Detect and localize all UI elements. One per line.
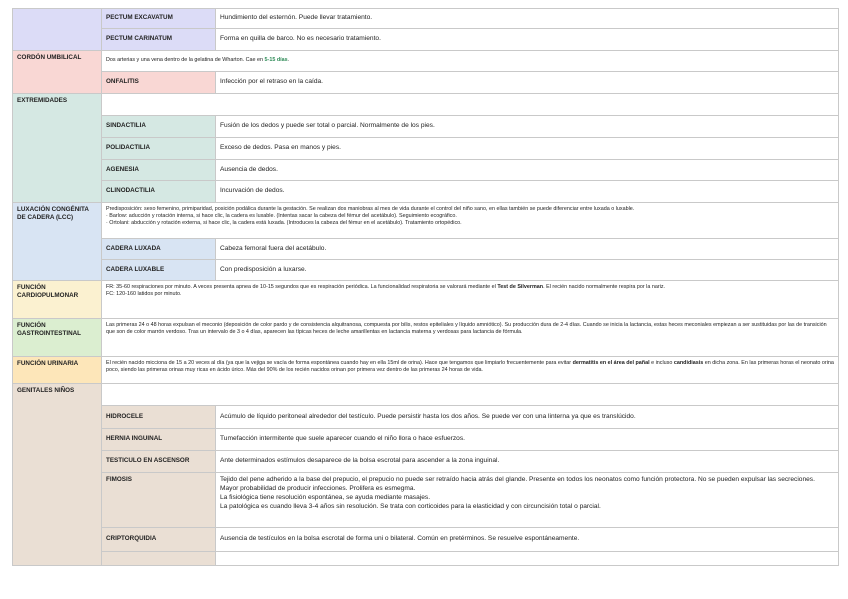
- term-fimosis: FIMOSIS: [102, 473, 216, 528]
- desc-polidactilia: Exceso de dedos. Pasa en manos y pies.: [216, 138, 839, 160]
- desc-onfalitis: Infección por el retraso en la caída.: [216, 72, 839, 94]
- section-cell-torax: [13, 9, 102, 51]
- urinaria-text-c: en dicha zona. En las primeras horas el neonato orina poco, siendo las primeras orinas muy ricas en ácido úrico. Más del 90% de los recién nacidos orinan por primera vez dentro de las primeras 24 horas de vida.: [106, 360, 834, 374]
- cordon-description: [102, 51, 839, 72]
- table-row: [13, 29, 839, 51]
- table-row: [13, 552, 839, 566]
- table-row: [13, 116, 839, 138]
- term-agenesia: AGENESIA: [102, 160, 216, 181]
- section-genitales: GENITALES NIÑOS: [13, 384, 102, 566]
- cardio-description: [102, 281, 839, 319]
- cardio-text-before: FR: 35-60 respiraciones por minuto. A veces presenta apnea de 10-15 segundos que es respiración periódica. La funcionalidad respiratoria se valorará mediante el: [106, 284, 498, 290]
- desc-hidrocele: Acúmulo de líquido peritoneal alrededor del testículo. Puede persistir hasta los dos años. Se puede ver con una linterna ya que es translúcido.: [216, 406, 839, 429]
- desc-criptorquidia: Ausencia de testículos en la bolsa escrotal de forma uni o bilateral. Común en pretérminos. Se resuelve espontáneamente.: [216, 528, 839, 552]
- table-row: [13, 528, 839, 552]
- table-row: [13, 51, 839, 72]
- table-row: [13, 260, 839, 281]
- urinaria-text-a: El recién nacido micciona de 15 a 20 veces al día (ya que la vejiga se vacía de forma espontánea cuando hay en ella 15ml de orina). Hace que tengamos que limpiarlo frecuentemente para evitar: [106, 360, 573, 366]
- table-row: [13, 384, 839, 406]
- table-row: [13, 94, 839, 116]
- cordon-highlight: 5-15 días: [264, 57, 288, 64]
- term-cadera-luxable: CADERA LUXABLE: [102, 260, 216, 281]
- table-row: [13, 451, 839, 473]
- section-luxacion: LUXACIÓN CONGÉNITA DE CADERA (LCC): [13, 203, 102, 281]
- gastro-description: Las primeras 24 o 48 horas expulsan el meconio (deposición de color pardo y de consistencia alquitranosa, compuesta por bilis, restos epiteliales y líquido amniótico). Su producción dura de 2-4 días. Cuando se inicia la lactancia, estas heces meconiales empiezan a ser sustituidas por las de transición que son de color marrón verdoso. Tras un intervalo de 3 o 4 días, aparecen las típicas heces de leche amarillentas en lactancia materna y verdosas para lactancia de fórmula.: [102, 319, 839, 357]
- term-cadera-luxada: CADERA LUXADA: [102, 239, 216, 260]
- term-pectum-carinatum: PECTUM CARINATUM: [102, 29, 216, 51]
- fimosis-line-1: Tejido del pene adherido a la base del prepucio, el prepucio no puede ser retraído hacia atrás del glande. Presente en todos los neonatos como función protectora. No se pueden expulsar las secreciones. Mayor probabilidad de producir infecciones. Prolifera es esmegma.: [220, 476, 815, 492]
- section-urinaria: FUNCIÓN URINARIA: [13, 357, 102, 384]
- fimosis-line-3: La patológica es cuando lleva 3-4 años sin resolución. Se trata con corticoides para la elasticidad y con circuncisión total o parcial.: [220, 502, 601, 510]
- table-row: [13, 72, 839, 94]
- desc-agenesia: Ausencia de dedos.: [216, 160, 839, 181]
- cardio-line-1: [106, 284, 834, 291]
- luxacion-line-1: Predisposición: sexo femenino, primiparidad, posición podálica durante la gestación. Se realizan dos maniobras al mes de vida durante el control del niño sano, en ellas también se puede diferenciar entre luxada o luxable.: [106, 206, 635, 212]
- genitales-empty-cell: [102, 384, 839, 406]
- table-row: [13, 429, 839, 451]
- luxacion-description: [102, 203, 839, 239]
- cardio-line-2: FC: 120-160 latidos por minuto.: [106, 291, 182, 298]
- table-row: [13, 181, 839, 203]
- term-clinodactilia: CLINODACTILIA: [102, 181, 216, 203]
- table-row: [13, 160, 839, 181]
- newborn-table: [12, 8, 839, 566]
- term-hidrocele: HIDROCELE: [102, 406, 216, 429]
- cardio-text-after: . El recién nacido normalmente respira por la nariz.: [543, 284, 666, 290]
- urinaria-bold-a: dermatitis en el área del pañal: [572, 360, 650, 366]
- fimosis-line-2: La fisiológica tiene resolución espontánea, se ayuda mediante masajes.: [220, 493, 431, 501]
- table-row: [13, 473, 839, 528]
- section-gastrointestinal: FUNCIÓN GASTROINTESTINAL: [13, 319, 102, 357]
- section-extremidades: EXTREMIDADES: [13, 94, 102, 203]
- genitales-blank-desc: [216, 552, 839, 566]
- desc-testiculo-en-ascensor: Ante determinados estímulos desaparece de la bolsa escrotal para ascender a la zona inguinal.: [216, 451, 839, 473]
- urinaria-bold-b: candidiasis: [673, 360, 704, 366]
- table-row: [13, 9, 839, 29]
- desc-hernia-inguinal: Tumefacción intermitente que suele aparecer cuando el niño llora o hace esfuerzos.: [216, 429, 839, 451]
- table-row: [13, 319, 839, 357]
- table-row: [13, 406, 839, 429]
- term-criptorquidia: CRIPTORQUIDIA: [102, 528, 216, 552]
- term-pectum-excavatum: PECTUM EXCAVATUM: [102, 9, 216, 29]
- desc-cadera-luxable: Con predisposición a luxarse.: [216, 260, 839, 281]
- section-cordon-umbilical: CORDÓN UMBILICAL: [13, 51, 102, 94]
- desc-clinodactilia: Incurvación de dedos.: [216, 181, 839, 203]
- desc-fimosis: [216, 473, 839, 528]
- table-row: [13, 203, 839, 239]
- cordon-text-before: Dos arterias y una vena dentro de la gelatina de Wharton. Cae en: [106, 57, 265, 64]
- luxacion-line-2: · Barlow: aducción y rotación interna, si hace clic, la cadera es luxable. (Intentas sacar la cabeza del fémur del acetábulo). Seguimiento ecográfico.: [106, 213, 457, 220]
- table-row: [13, 239, 839, 260]
- cardio-bold: Test de Silverman: [497, 284, 544, 290]
- term-hernia-inguinal: HERNIA INGUINAL: [102, 429, 216, 451]
- luxacion-line-3: · Ortolani: abducción y rotación externa, si hace clic, la cadera está luxada. (Introduces la cabeza del fémur en el acetábulo). Tratamiento ortopédico.: [106, 220, 462, 227]
- extremidades-empty-cell: [102, 94, 839, 116]
- term-polidactilia: POLIDACTILIA: [102, 138, 216, 160]
- genitales-blank-term: [102, 552, 216, 566]
- term-sindactilia: SINDACTILIA: [102, 116, 216, 138]
- table-row: [13, 357, 839, 384]
- desc-pectum-excavatum: Hundimiento del esternón. Puede llevar tratamiento.: [216, 9, 839, 29]
- urinaria-text-b: e incluso: [649, 360, 674, 366]
- table-row: [13, 281, 839, 319]
- urinaria-description: [102, 357, 839, 384]
- term-testiculo-en-ascensor: TESTICULO EN ASCENSOR: [102, 451, 216, 473]
- desc-pectum-carinatum: Forma en quilla de barco. No es necesario tratamiento.: [216, 29, 839, 51]
- term-onfalitis: ONFALITIS: [102, 72, 216, 94]
- section-cardiopulmonar: FUNCIÓN CARDIOPULMONAR: [13, 281, 102, 319]
- desc-sindactilia: Fusión de los dedos y puede ser total o parcial. Normalmente de los pies.: [216, 116, 839, 138]
- desc-cadera-luxada: Cabeza femoral fuera del acetábulo.: [216, 239, 839, 260]
- cordon-text-after: .: [287, 57, 290, 64]
- table-row: [13, 138, 839, 160]
